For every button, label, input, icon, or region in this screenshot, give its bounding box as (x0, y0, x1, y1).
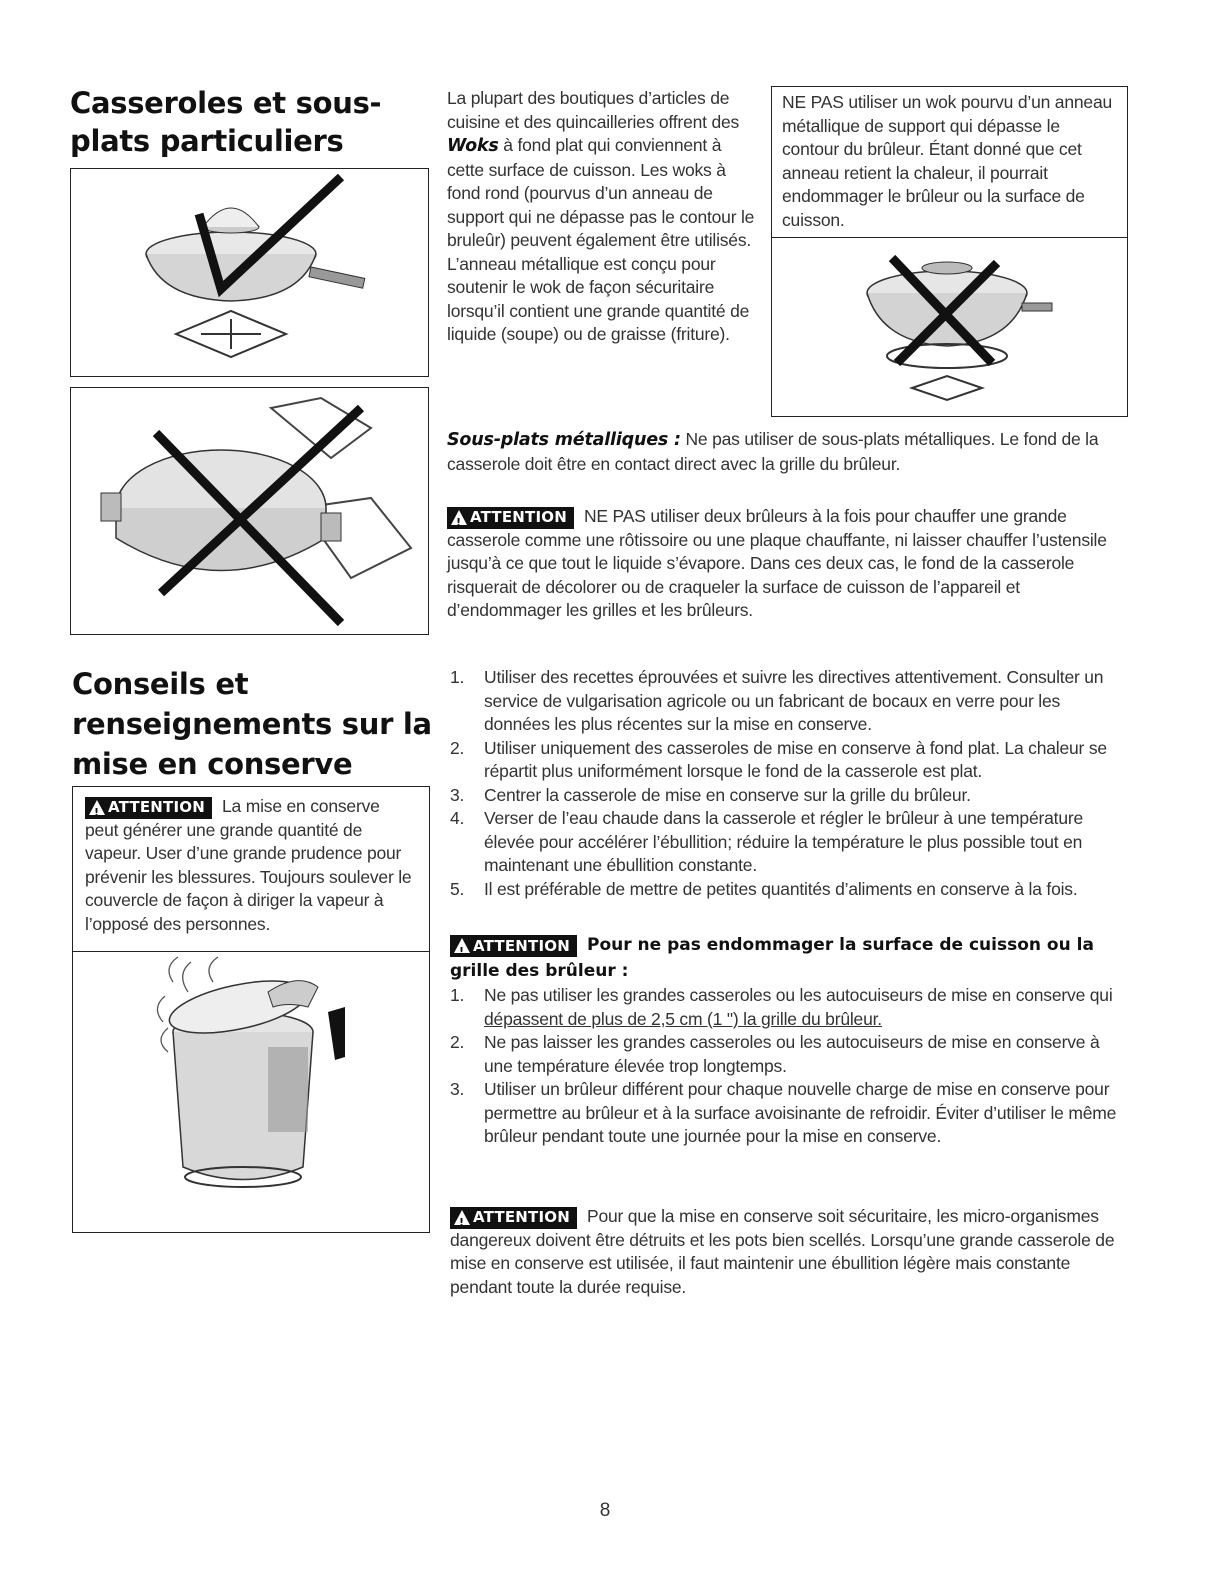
illustration-canning-pot-steam (73, 952, 428, 1237)
section-title-canning: Conseils et renseignements sur la mise en conserve (72, 667, 432, 781)
protect-cooktop-heading (450, 932, 1130, 984)
attention-badge: ! ATTENTION (450, 935, 577, 957)
list-item: 1. Utiliser des recettes éprouvées et suivre les directives attentivement. Consulter un service de vulgarisation agricole ou un fabricant de bocaux en verre pour les données les plus récentes sur la mise en conserve. (450, 667, 1104, 734)
wok-ring-warning-text: NE PAS utiliser un wok pourvu d’un anneau métallique de support qui dépasse le contour du brûleur. Étant donné que cet anneau retient la chaleur, il pourrait endommager le brûleur ou la surface de cuisson. (772, 87, 1127, 238)
wok-ring-warning-box (771, 86, 1128, 417)
trivets-text: Ne pas utiliser de sous-plats métalliques. Le fond de la casserole doit être en contact direct avec la grille du brûleur. (447, 429, 1099, 474)
illustration-flat-wok-ok (70, 168, 429, 377)
attention-badge: ! ATTENTION (450, 1207, 577, 1229)
list-item: 3. Utiliser un brûleur différent pour chaque nouvelle charge de mise en conserve pour permettre au brûleur et à la surface avoisinante de refroidir. Éviter d’utiliser le même brûleur pendant toute une journée pour la mise en conserve. (450, 1079, 1117, 1146)
list-item: 4. Verser de l’eau chaude dans la casserole et régler le brûleur à une température élevée pour accélérer l’ébullition; réduire la température le plus possible tout en maintenant une ébullition constante. (450, 808, 1084, 875)
warning-triangle-icon (454, 1210, 470, 1225)
warning-triangle-icon (89, 800, 105, 815)
trivets-label: Sous-plats métalliques : (447, 430, 681, 450)
canning-steps-list (450, 666, 1128, 901)
warning-triangle-icon (454, 938, 470, 953)
warning-triangle-icon (451, 510, 467, 525)
steam-warning (73, 787, 429, 952)
illustration-round-wok-no (772, 238, 1126, 418)
safety-warning-text: Pour que la mise en conserve soit sécuritaire, les micro-organismes dangereux doivent être détruits et les pots bien scellés. Lorsqu’une grande casserole de mise en conserve est utilisée, il faut maintenir une ébullition légère mais constante pendant toute la durée requise. (450, 1206, 1115, 1297)
protect-heading-text: Pour ne pas endommager la surface de cuisson ou la grille des brûleur : (450, 935, 1094, 981)
page-number: 8 (599, 1500, 611, 1521)
wok-text-before: La plupart des boutiques d’articles de cuisine et des quincailleries offrent des (447, 88, 740, 132)
wok-text-after: à fond plat qui conviennent à cette surface de cuisson. Les woks à fond rond (pourvus d’un anneau de support qui ne dépasse pas le contour le bruleûr) peuvent également être utilisés. L’anneau métallique est conçu pour soutenir le wok de façon sécuritaire lorsqu’il contient une grande quantité de liquide (soupe) ou de graisse (friture). (447, 135, 755, 344)
protect-steps-list (450, 984, 1128, 1149)
wok-emphasis: Woks (447, 136, 499, 156)
two-burners-warning (447, 505, 1129, 623)
list-item: 3. Centrer la casserole de mise en conserve sur la grille du brûleur. (450, 784, 971, 805)
list-item: 2. Utiliser uniquement des casseroles de mise en conserve à fond plat. La chaleur se répartit plus uniformément lorsque le fond de la casserole est plat. (450, 737, 1107, 781)
list-item: 2. Ne pas laisser les grandes casseroles ou les autocuiseurs de mise en conserve à une température élevée trop longtemps. (450, 1032, 1100, 1076)
steam-warning-box (72, 786, 430, 1233)
two-burners-warning-text: NE PAS utiliser deux brûleurs à la fois pour chauffer une grande casserole comme une rôtissoire ou une plaque chauffante, ni laisser chauffer l’ustensile jusqu’à ce que tout le liquide s’évapore. Dans ces deux cas, le fond de la casserole risquerait de décolorer ou de craqueler la surface de cuisson de l’appareil et d’endommager les grilles et les brûleurs. (447, 506, 1107, 620)
wok-paragraph (447, 87, 759, 347)
canning-safety-warning (450, 1205, 1120, 1299)
list-item: 1. Ne pas utiliser les grandes casseroles ou les autocuiseurs de mise en conserve qui dépassent de plus de 2,5 cm (1 ") la grille du brûleur. (450, 985, 1113, 1029)
illustration-two-burner-pan-no (70, 387, 429, 635)
metal-trivets-paragraph (447, 428, 1127, 476)
list-item: 5. Il est préférable de mettre de petites quantités d’aliments en conserve à la fois. (450, 878, 1078, 899)
attention-badge: ! ATTENTION (447, 507, 574, 529)
attention-badge: ! ATTENTION (85, 797, 212, 819)
steam-warning-text: La mise en conserve peut générer une grande quantité de vapeur. User d’une grande prudence pour prévenir les blessures. Toujours soulever le couvercle de façon à diriger la vapeur à l’opposé des personnes. (85, 796, 412, 934)
section-title-special-pans: Casseroles et sous-plats particuliers (70, 86, 382, 158)
